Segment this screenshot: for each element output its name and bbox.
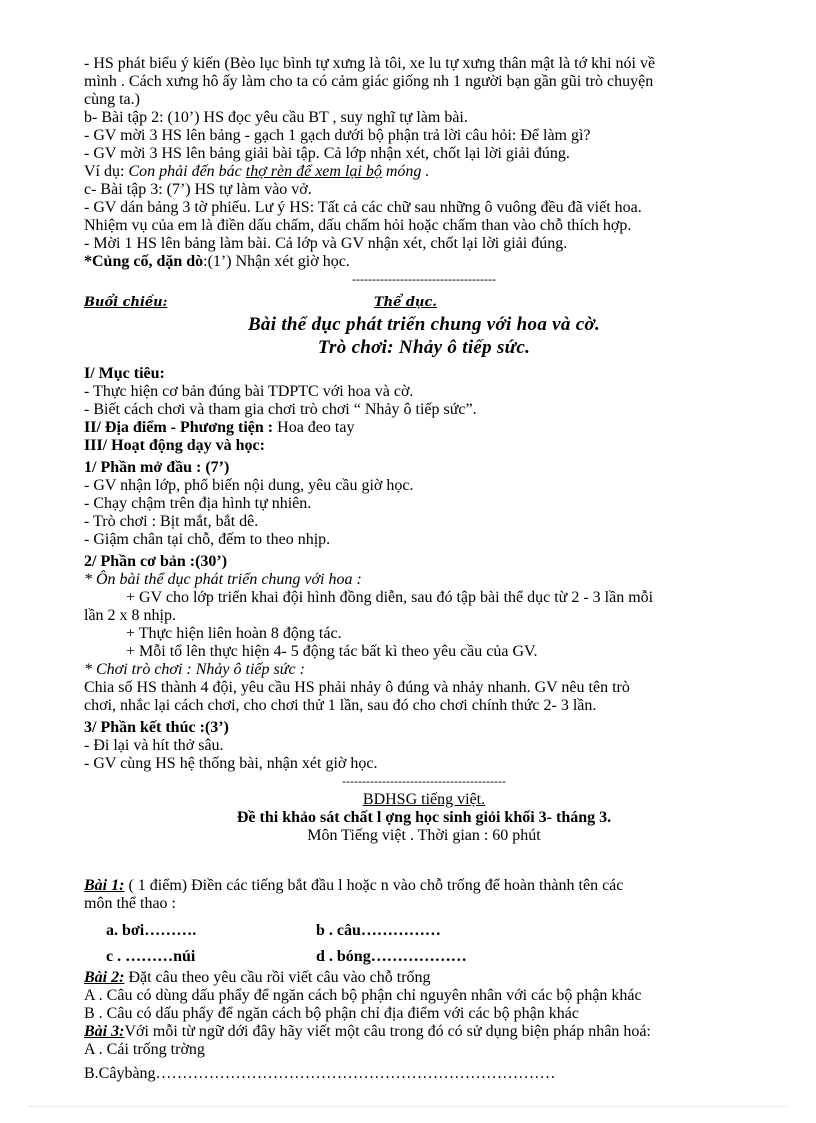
text-line: cùng ta.)	[84, 91, 140, 108]
text-line: - Giậm chân tại chỗ, đếm to theo nhịp.	[84, 531, 331, 548]
exercise-text: Với mỗi từ ngữ dới đây hãy viết một câu trong đó có sử dụng biện pháp nhân hoá:	[124, 1023, 651, 1040]
example-underlined: thợ rèn để xem lại bộ	[245, 163, 382, 180]
exercise-3	[84, 1023, 764, 1083]
example-line	[84, 163, 764, 181]
text-line: + GV cho lớp triển khai đội hình đồng diễn, sau đó tập bài thể dục từ 2 - 3 lần mỗi	[126, 589, 654, 606]
exercise-2	[84, 969, 764, 1023]
answer-blank-a[interactable]: a. bơi……….	[106, 922, 197, 939]
text-line: B . Câu có dấu phẩy để ngăn cách bộ phận chỉ địa điểm với các bộ phận khác	[84, 1005, 579, 1022]
exercise-1	[84, 877, 764, 969]
exercise-label: Bài 3:	[84, 1023, 125, 1040]
section-heading: I/ Mục tiêu:	[84, 365, 165, 382]
answer-blank-b[interactable]: b . câu……………	[316, 922, 441, 939]
text-line: - GV mời 3 HS lên bảng giải bài tập. Cả lớp nhận xét, chốt lại lời giải đúng.	[84, 145, 570, 162]
exercise-line	[84, 1023, 764, 1041]
exercise-text: Đặt câu theo yêu cầu rồi viết câu vào chỗ trống	[124, 969, 431, 986]
answer-row	[84, 919, 764, 943]
subject-label: Thể dục.	[374, 295, 437, 310]
part-heading: 3/ Phần kết thúc :(3’)	[84, 719, 229, 736]
activity-paragraph	[84, 55, 764, 271]
lesson-subtitle: Trò chơi: Nhảy ô tiếp sức.	[317, 337, 531, 358]
session-header	[84, 293, 764, 313]
text-line: lần 2 x 8 nhịp.	[84, 607, 176, 624]
text-line: + Thực hiện liên hoàn 8 động tác.	[126, 625, 342, 642]
text-line: - HS phát biểu ý kiến (Bèo lục bình tự xưng là tôi, xe lu tự xưng thân mật là tớ khi nói về	[84, 55, 656, 72]
example-text: Con phải đến bác	[128, 163, 246, 180]
consolidation-text: :(1’) Nhận xét giờ học.	[203, 253, 350, 270]
exercise-label: Bài 1:	[84, 877, 125, 894]
text-line: - GV nhận lớp, phổ biến nội dung, yêu cầu giờ học.	[84, 477, 414, 494]
answer-blank-c[interactable]: c . ………núi	[106, 948, 196, 965]
text-line: - GV cùng HS hệ thống bài, nhận xét giờ học.	[84, 755, 378, 772]
text-line: - Mời 1 HS lên bảng làm bài. Cả lớp và GV nhận xét, chốt lại lời giải đúng.	[84, 235, 568, 252]
consolidation-line	[84, 253, 764, 271]
text-line: - Đi lại và hít thở sâu.	[84, 737, 224, 754]
text-line: c- Bài tập 3: (7’) HS tự làm vào vở.	[84, 181, 312, 198]
part2-section	[84, 553, 764, 715]
text-line: A . Cái trống trờng	[84, 1041, 205, 1058]
objectives-section	[84, 365, 764, 455]
text-line: A . Câu có dùng dấu phẩy để ngăn cách bộ phận chỉ nguyên nhân với các bộ phận khác	[84, 987, 642, 1004]
location-line	[84, 419, 764, 437]
answer-blank-d[interactable]: d . bóng………………	[316, 948, 467, 965]
session-label: Buổi chiều:	[84, 295, 168, 310]
consolidation-label: *Củng cố, dặn dò	[84, 253, 204, 270]
answer-row	[84, 945, 764, 969]
page-bottom-rule	[28, 1106, 788, 1107]
text-line: b- Bài tập 2: (10’) HS đọc yêu cầu BT , suy nghĩ tự làm bài.	[84, 109, 468, 126]
text-line: Chia số HS thành 4 đội, yêu cầu HS phải nhảy ô đúng và nhảy nhanh. GV nêu tên trò	[84, 679, 630, 696]
exercise-text: ( 1 điểm) Điền các tiếng bắt đầu l hoặc n vào chỗ trống để hoàn thành tên các	[124, 877, 624, 894]
separator: ------------------------------------	[352, 273, 496, 285]
exercise-line	[84, 969, 764, 987]
part-heading: 1/ Phần mở đầu : (7’)	[84, 459, 230, 476]
lesson-title: Bài thể dục phát triển chung với hoa và cờ.	[247, 314, 601, 335]
text-line: - Chạy chậm trên địa hình tự nhiên.	[84, 495, 312, 512]
text-line: Nhiệm vụ của em là điền dấu chấm, dấu chấm hỏi hoặc chấm than vào chỗ thích hợp.	[84, 217, 632, 234]
text-line: môn thể thao :	[84, 895, 176, 912]
section-heading: II/ Địa điểm - Phương tiện :	[84, 419, 274, 436]
answer-line[interactable]: B.Câybàng…………………………………………………………………	[84, 1065, 556, 1082]
separator: -----------------------------------------	[342, 775, 506, 787]
text-line: - Trò chơi : Bịt mắt, bắt dê.	[84, 513, 259, 530]
part-heading: 2/ Phần cơ bản :(30’)	[84, 553, 228, 570]
location-text: Hoa đeo tay	[273, 419, 355, 436]
text-line: - Biết cách chơi và tham gia chơi trò chơi “ Nhảy ô tiếp sức”.	[84, 401, 477, 418]
exam-title: Đề thi khảo sát chất l ợng học sinh giỏi khối 3- tháng 3.	[236, 809, 612, 826]
text-line: chơi, nhắc lại cách chơi, cho chơi thử 1 lần, sau đó cho chơi chính thức 2- 3 lần.	[84, 697, 597, 714]
text-line: + Mỗi tổ lên thực hiện 4- 5 động tác bất kì theo yêu cầu của GV.	[126, 643, 538, 660]
text-line: - Thực hiện cơ bản đúng bài TDPTC với hoa và cờ.	[84, 383, 414, 400]
text-line: - GV dán bảng 3 tờ phiếu. Lư ý HS: Tất cả các chữ sau những ô vuông đều đã viết hoa.	[84, 199, 642, 216]
document-page	[84, 55, 764, 1083]
text-line: - GV mời 3 HS lên bảng - gạch 1 gạch dưới bộ phận trả lời câu hỏi: Để làm gì?	[84, 127, 591, 144]
exam-subject: Môn Tiếng việt . Thời gian : 60 phút	[307, 827, 541, 844]
text-line: mình . Cách xưng hô ấy làm cho ta có cảm giác giống nh 1 người bạn gần gũi trò chuyện	[84, 73, 654, 90]
example-text-end: móng .	[381, 163, 430, 180]
example-label: Ví dụ:	[84, 163, 129, 180]
part3-section	[84, 719, 764, 773]
subheading: * Ôn bài thể dục phát triển chung với hoa :	[84, 571, 362, 588]
exam-tag: BDHSG tiếng việt.	[362, 791, 486, 808]
exercise-label: Bài 2:	[84, 969, 125, 986]
part1-section	[84, 459, 764, 549]
exercise-line	[84, 877, 764, 895]
subheading: * Chơi trò chơi : Nhảy ô tiếp sức :	[84, 661, 305, 678]
section-heading: III/ Hoạt động dạy và học:	[84, 437, 265, 454]
